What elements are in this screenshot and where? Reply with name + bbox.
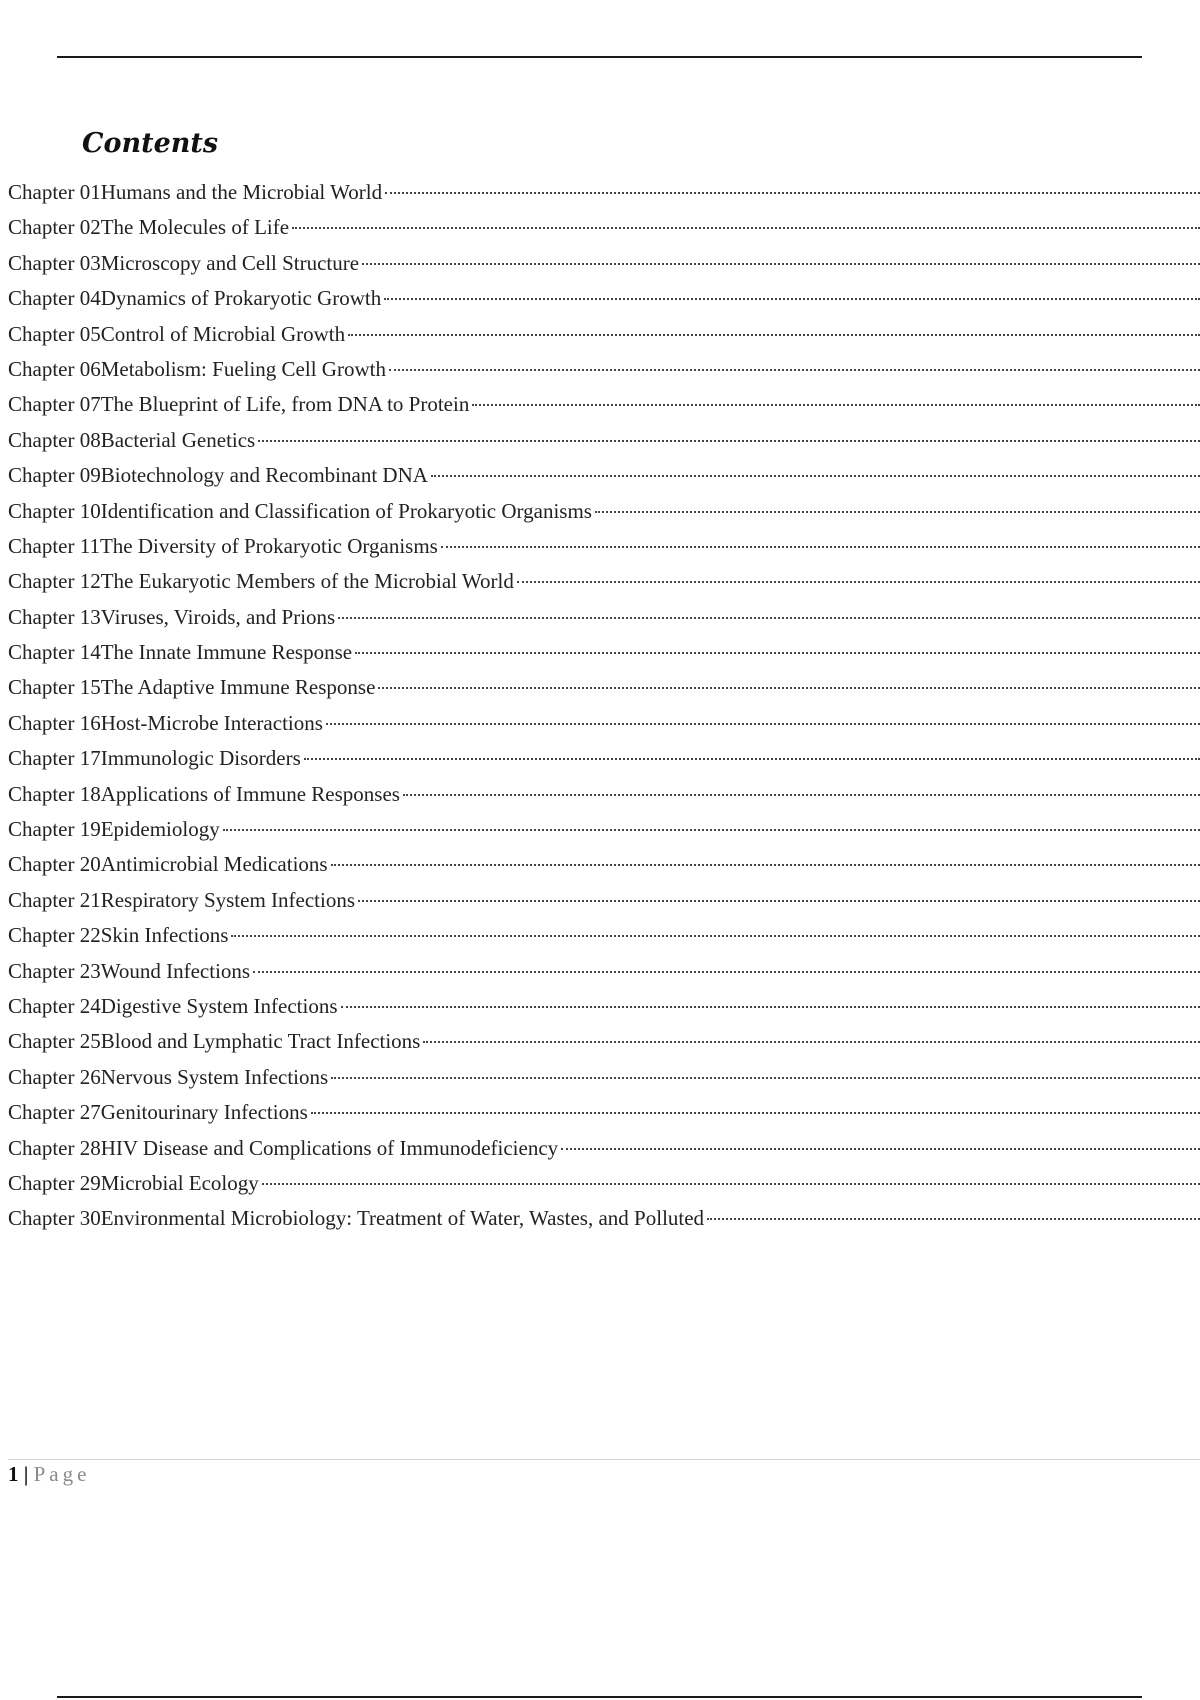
dot-leader [292,227,1200,229]
dot-leader [362,263,1200,265]
toc-entry-label: Chapter 08Bacterial Genetics [8,427,256,452]
page-number: 1 [8,1462,19,1486]
toc-entry-03[interactable] [8,251,1200,286]
dot-leader [355,652,1200,654]
dot-leader [441,546,1200,548]
toc-entry-label: Chapter 29Microbial Ecology [8,1170,259,1195]
dot-leader [304,758,1200,760]
footer-rule [8,1459,1200,1460]
toc-entry-label: Chapter 26Nervous System Infections [8,1064,329,1089]
toc-entry-label: Chapter 15The Adaptive Immune Response [8,675,376,700]
dot-leader [707,1218,1200,1220]
toc-entry-label: Chapter 22Skin Infections [8,923,229,948]
toc-entry-label: Chapter 20Antimicrobial Medications [8,852,328,877]
toc-entry-27[interactable] [8,1100,1200,1135]
toc-entry-label: Chapter 24Digestive System Infections [8,993,338,1018]
toc-entry-26[interactable] [8,1065,1200,1100]
toc-entry-17[interactable] [8,746,1200,781]
toc-entry-06[interactable] [8,357,1200,392]
toc-entry-label: Chapter 18Applications of Immune Responses [8,781,400,806]
dot-leader [331,864,1200,866]
dot-leader [258,440,1200,442]
dot-leader [517,581,1200,583]
toc-entry-label: Chapter 04Dynamics of Prokaryotic Growth [8,286,382,311]
dot-leader [338,617,1200,619]
dot-leader [385,192,1200,194]
dot-leader [348,334,1200,336]
dot-leader [378,687,1200,689]
toc-entry-label: Chapter 19Epidemiology [8,817,220,842]
toc-entry-label: Chapter 06Metabolism: Fueling Cell Growth [8,356,386,381]
toc-entry-label: Chapter 07The Blueprint of Life, from DNA to Protein [8,392,470,417]
toc-entry-label: Chapter 02The Molecules of Life [8,215,290,240]
toc-entry-05[interactable] [8,322,1200,357]
toc-entry-10[interactable] [8,499,1200,534]
toc-entry-label: Chapter 03Microscopy and Cell Structure [8,250,360,275]
toc-entry-07[interactable] [8,392,1200,427]
toc-entry-21[interactable] [8,888,1200,923]
toc-entry-04[interactable] [8,286,1200,321]
toc-entry-18[interactable] [8,782,1200,817]
dot-leader [431,475,1200,477]
page-footer [8,1462,90,1487]
toc-entry-02[interactable] [8,215,1200,250]
toc-entry-label: Chapter 14The Innate Immune Response [8,640,353,665]
toc-entry-label: Chapter 11The Diversity of Prokaryotic Organisms [8,533,438,558]
dot-leader [262,1183,1200,1185]
toc-entry-label: Chapter 12The Eukaryotic Members of the Microbial World [8,569,514,594]
toc-entry-label: Chapter 25Blood and Lymphatic Tract Infections [8,1029,421,1054]
toc-entry-30[interactable] [8,1206,1200,1241]
dot-leader [223,829,1200,831]
toc-entry-label: Chapter 16Host-Microbe Interactions [8,710,323,735]
toc-entry-label: Chapter 30Environmental Microbiology: Treatment of Water, Wastes, and Polluted [8,1206,705,1231]
toc-entry-08[interactable] [8,428,1200,463]
toc-entry-label: Chapter 28HIV Disease and Complications of Immunodeficiency [8,1135,559,1160]
toc-entry-16[interactable] [8,711,1200,746]
dot-leader [341,1006,1200,1008]
toc-entry-13[interactable] [8,605,1200,640]
footer-separator: | [23,1462,29,1486]
toc-entry-25[interactable] [8,1029,1200,1064]
toc-entry-23[interactable] [8,959,1200,994]
toc-entry-15[interactable] [8,675,1200,710]
toc-entry-label: Chapter 01Humans and the Microbial World [8,180,383,204]
toc-entry-label: Chapter 09Biotechnology and Recombinant DNA [8,463,428,488]
toc-entry-11[interactable] [8,534,1200,569]
table-of-contents [8,180,1200,1242]
toc-entry-22[interactable] [8,923,1200,958]
dot-leader [472,404,1200,406]
dot-leader [358,900,1200,902]
toc-entry-12[interactable] [8,569,1200,604]
dot-leader [403,794,1200,796]
toc-entry-19[interactable] [8,817,1200,852]
toc-entry-20[interactable] [8,852,1200,887]
dot-leader [561,1148,1200,1150]
toc-entry-14[interactable] [8,640,1200,675]
toc-entry-29[interactable] [8,1171,1200,1206]
page-label: Page [33,1462,91,1486]
toc-entry-24[interactable] [8,994,1200,1029]
dot-leader [326,723,1200,725]
toc-entry-09[interactable] [8,463,1200,498]
top-rule [57,56,1142,58]
dot-leader [595,511,1200,513]
toc-entry-label: Chapter 05Control of Microbial Growth [8,321,346,346]
dot-leader [384,298,1200,300]
toc-entry-label: Chapter 21Respiratory System Infections [8,887,356,912]
toc-entry-label: Chapter 10Identification and Classification of Prokaryotic Organisms [8,498,592,523]
dot-leader [389,369,1200,371]
contents-heading: Contents [82,128,219,159]
toc-entry-label: Chapter 17Immunologic Disorders [8,746,301,771]
toc-entry-label: Chapter 13Viruses, Viroids, and Prions [8,604,336,629]
toc-entry-label: Chapter 23Wound Infections [8,958,251,983]
dot-leader [331,1077,1200,1079]
toc-entry-01[interactable] [8,180,1200,215]
dot-leader [231,935,1200,937]
dot-leader [311,1112,1200,1114]
bottom-rule [57,1696,1142,1698]
toc-entry-label: Chapter 27Genitourinary Infections [8,1100,308,1125]
toc-entry-28[interactable] [8,1136,1200,1171]
dot-leader [253,971,1200,973]
dot-leader [423,1041,1200,1043]
